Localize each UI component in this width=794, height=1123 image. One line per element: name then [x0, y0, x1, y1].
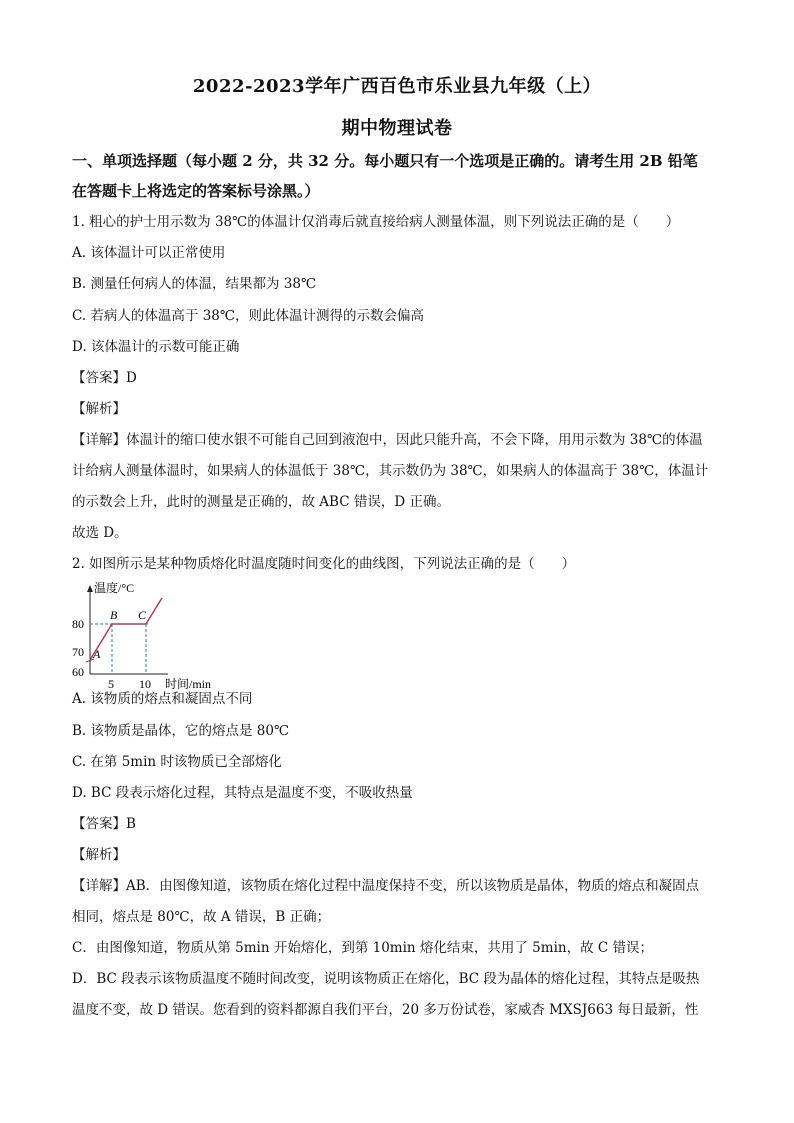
q2-analysis-label: 【解析】: [72, 847, 126, 863]
point-b-label: B: [110, 608, 118, 622]
q2-detail-line3: C．由图像知道，物质从第 5min 开始熔化，到第 10min 熔化结束，共用了 5min，故 C 错误；: [72, 940, 653, 956]
q1-option-c: C. 若病人的体温高于 38℃，则此体温计测得的示数会偏高: [72, 308, 425, 324]
melting-curve: [90, 598, 162, 660]
q1-detail-line2: 计给病人测量体温时，如果病人的体温低于 38℃，其示数仍为 38℃，如果病人的体温高于 38℃，体温计: [72, 463, 709, 479]
q2-option-c: C. 在第 5min 时该物质已全部熔化: [72, 754, 282, 770]
q1-analysis-label: 【解析】: [72, 401, 126, 417]
q2-detail-line5: 温度不变，故 D 错误。您看到的资料都源自我们平台，20 多万份试卷，家威杏 MXSJ663 每日最新，性: [72, 1002, 699, 1018]
y-axis-arrow-icon: [87, 585, 93, 592]
q1-option-b: B. 测量任何病人的体温，结果都为 38℃: [72, 276, 317, 292]
q1-detail-line3: 的示数会上升，此时的测量是正确的，故 ABC 错误，D 正确。: [72, 494, 450, 510]
section-heading-line2: 在答题卡上将选定的答案标号涂黑。）: [72, 182, 320, 200]
q2-detail-line1: 【详解】AB．由图像知道，该物质在熔化过程中温度保持不变，所以该物质是晶体，物质的熔点和凝固点: [72, 878, 700, 894]
q1-option-a: A. 该体温计可以正常使用: [72, 245, 226, 261]
q1-answer: 【答案】D: [72, 370, 137, 386]
q2-detail-line4: D．BC 段表示该物质温度不随时间改变，说明该物质正在熔化，BC 段为晶体的熔化过程，其特点是吸热: [72, 971, 700, 987]
melting-curve-graph: [70, 582, 230, 690]
exam-title-line2: 期中物理试卷: [341, 118, 453, 139]
x-tick-10: 10: [139, 677, 151, 690]
y-axis-label: 温度/°C: [94, 582, 135, 595]
x-axis-label: 时间/min: [165, 677, 212, 690]
q1-option-d: D. 该体温计的示数可能正确: [72, 339, 240, 355]
q2-option-a: A. 该物质的熔点和凝固点不同: [72, 691, 253, 707]
q1-detail-line1: 【详解】体温计的缩口使水银不可能自己回到液泡中，因此只能升高，不会下降，用用示数为 38℃的体温: [72, 432, 703, 448]
x-tick-5: 5: [108, 677, 114, 690]
q1-detail-line4: 故选 D。: [72, 525, 128, 541]
point-c-label: C: [138, 608, 147, 622]
q2-option-d: D. BC 段表示熔化过程，其特点是温度不变，不吸收热量: [72, 785, 413, 801]
section-heading-line1: 一、单项选择题（每小题 2 分，共 32 分。每小题只有一个选项是正确的。请考生用 2B 铅笔: [72, 152, 698, 170]
q1-stem: 1. 粗心的护士用示数为 38℃的体温计仅消毒后就直接给病人测量体温，则下列说法正确的是（ ）: [72, 214, 680, 230]
q2-option-b: B. 该物质是晶体，它的熔点是 80℃: [72, 723, 290, 739]
q2-answer: 【答案】B: [72, 816, 136, 832]
q2-stem: 2. 如图所示是某种物质熔化时温度随时间变化的曲线图，下列说法正确的是（ ）: [72, 556, 576, 572]
exam-title-line1: 2022-2023学年广西百色市乐业县九年级（上）: [192, 76, 602, 97]
y-tick-60: 60: [72, 665, 84, 679]
point-a-label: A: [93, 647, 101, 661]
q2-detail-line2: 相同，熔点是 80℃，故 A 错误，B 正确；: [72, 909, 331, 925]
y-tick-70: 70: [72, 645, 84, 659]
y-tick-80: 80: [72, 617, 84, 631]
